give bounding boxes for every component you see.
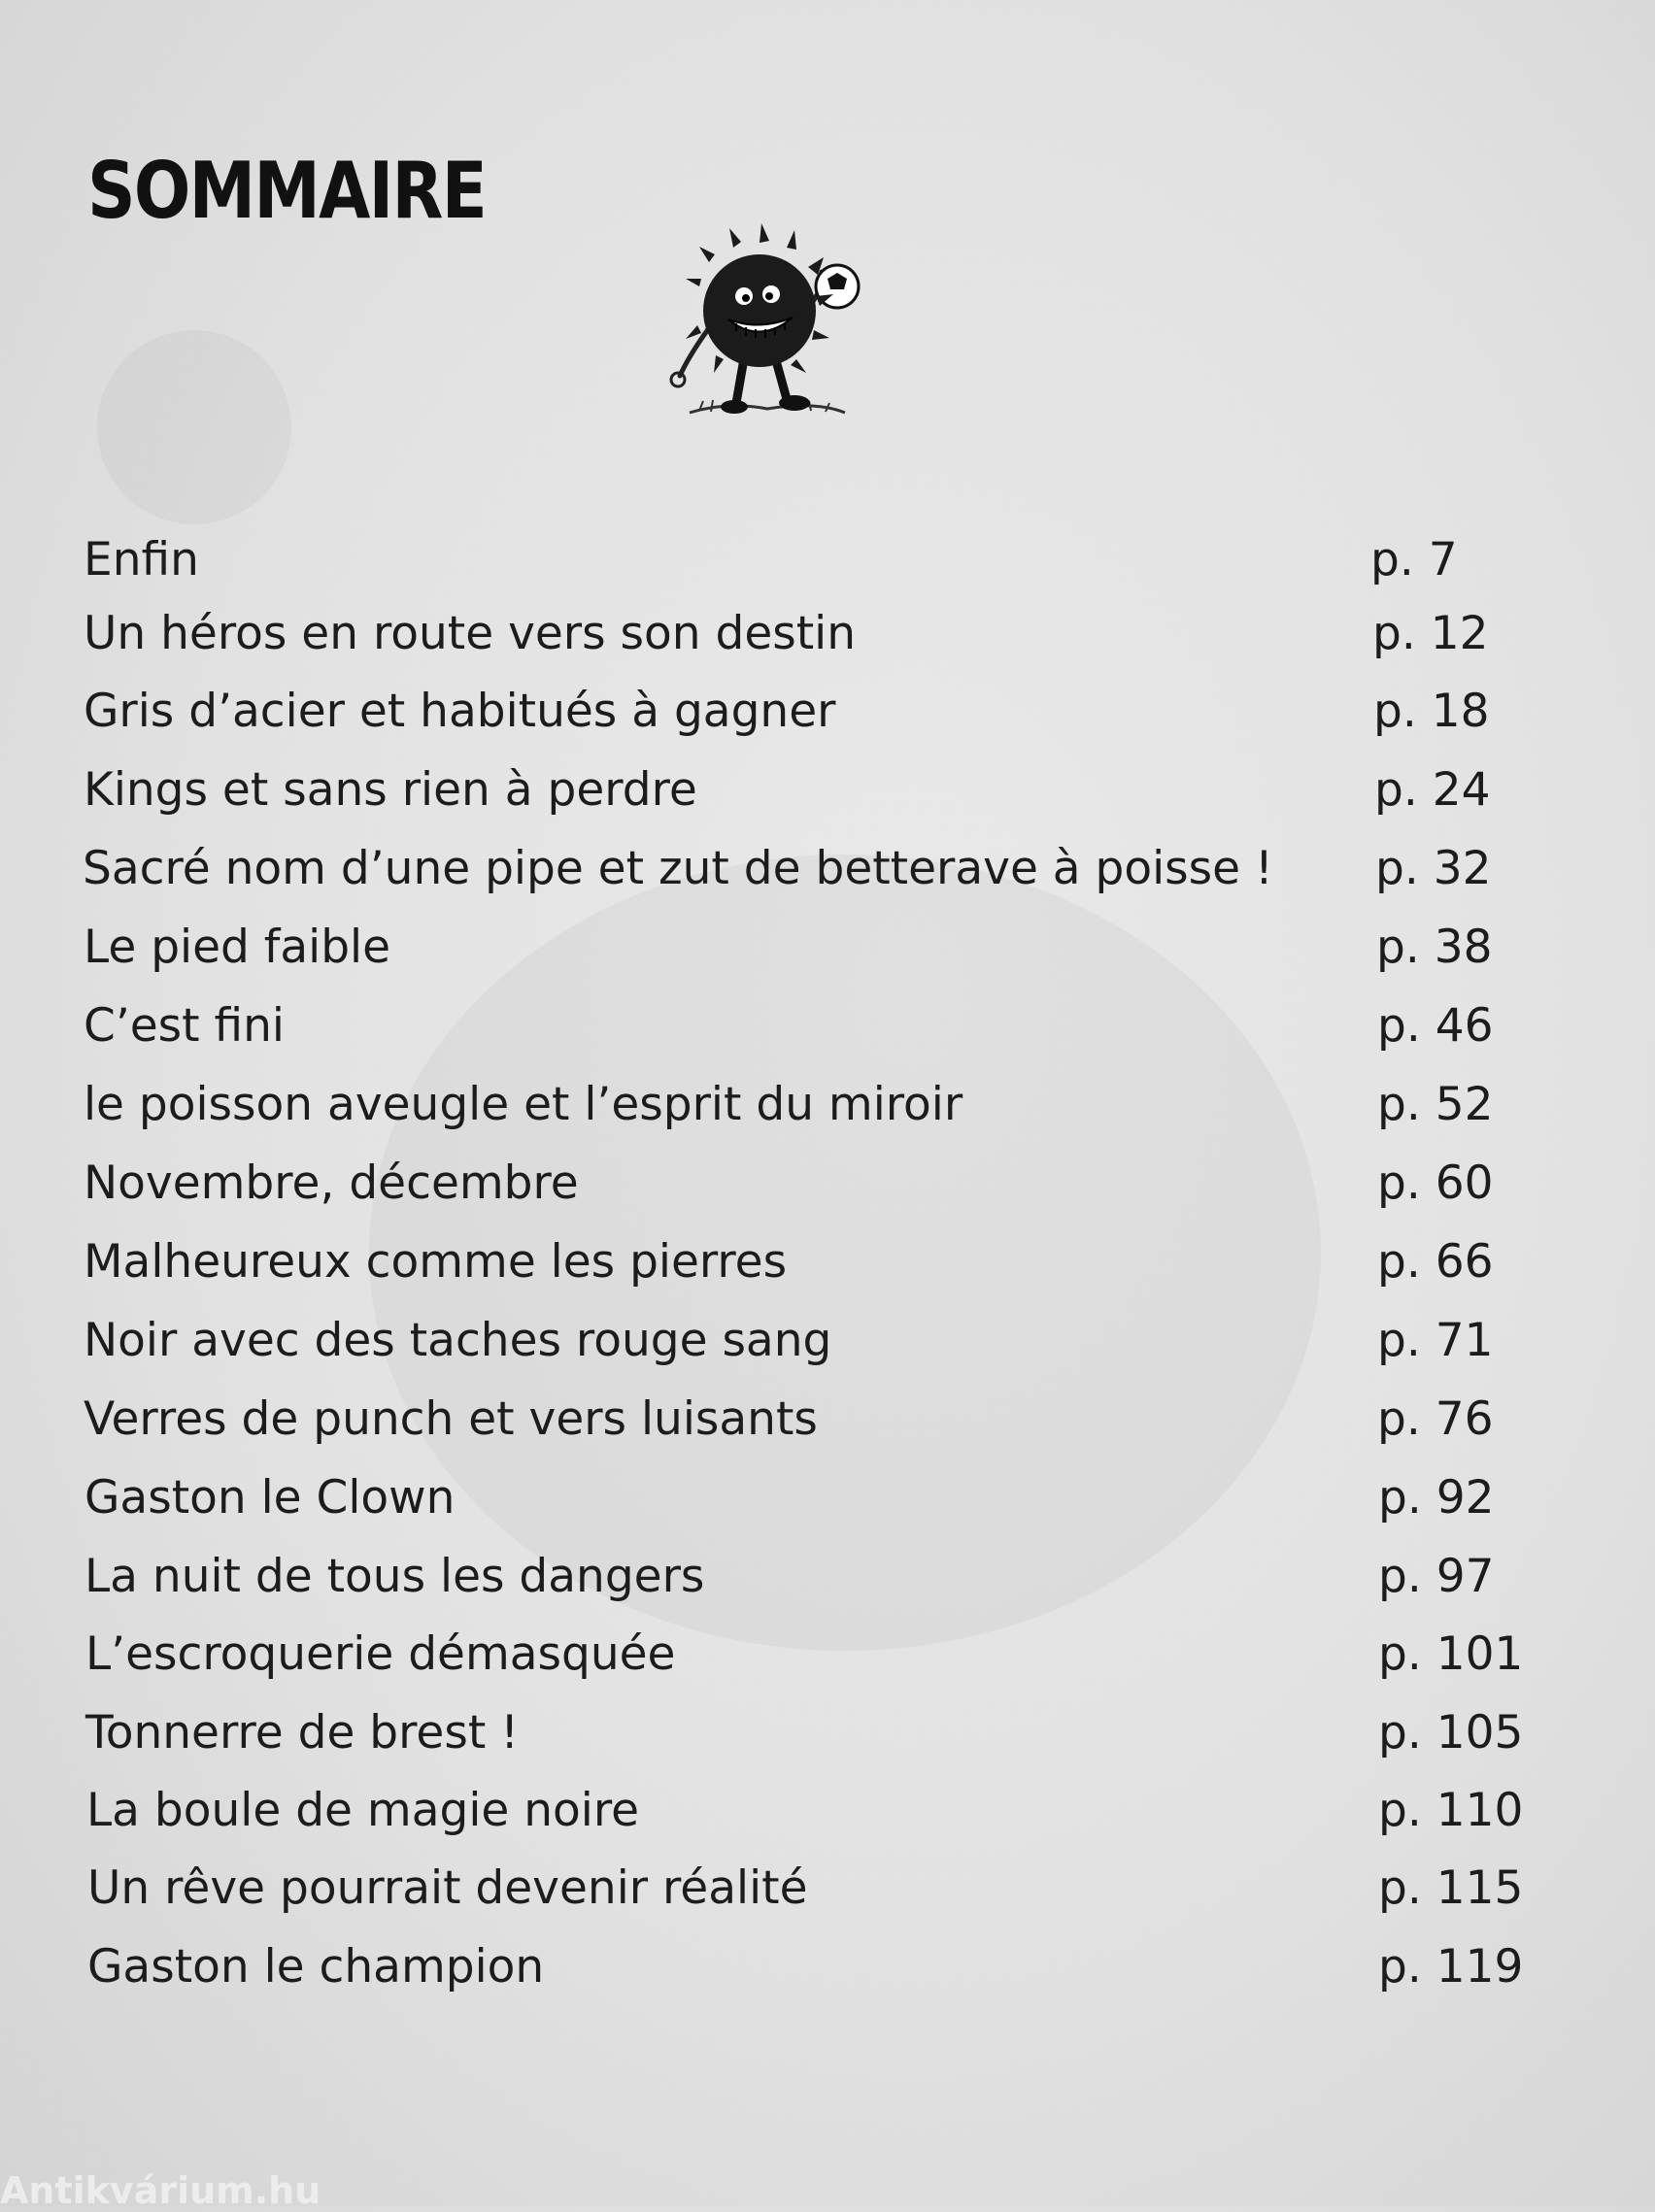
toc-entry-page: p. 46 bbox=[1377, 999, 1494, 1053]
toc-entry-title: Gaston le Clown bbox=[84, 1471, 456, 1525]
toc-entry-title: le poisson aveugle et l’esprit du miroir bbox=[84, 1078, 963, 1131]
toc-entry-page: p. 110 bbox=[1378, 1784, 1524, 1837]
toc-entry-title: La nuit de tous les dangers bbox=[84, 1550, 705, 1603]
toc-entry-title: Enfin bbox=[84, 533, 199, 587]
toc-entry-title: Malheureux comme les pierres bbox=[84, 1235, 788, 1289]
toc-entry-page: p. 38 bbox=[1376, 921, 1493, 974]
toc-entry-title: Sacré nom d’une pipe et zut de betterave à poisse ! bbox=[83, 842, 1273, 895]
toc-entry-title: Verres de punch et vers luisants bbox=[84, 1392, 818, 1446]
toc-entry-title: La boule de magie noire bbox=[86, 1784, 640, 1837]
toc-entry-page: p. 119 bbox=[1378, 1940, 1524, 1994]
toc-entry-title: Novembre, décembre bbox=[84, 1156, 579, 1210]
toc-entry-page: p. 76 bbox=[1377, 1392, 1494, 1446]
toc-entry-page: p. 105 bbox=[1378, 1706, 1524, 1760]
toc-entry-title: Gris d’acier et habitués à gagner bbox=[84, 685, 836, 738]
toc-entry-page: p. 24 bbox=[1374, 763, 1491, 817]
toc-entry-page: p. 12 bbox=[1372, 607, 1489, 660]
toc-entry-title: Un rêve pourrait devenir réalité bbox=[87, 1861, 808, 1915]
toc-entry-title: Gaston le champion bbox=[87, 1940, 545, 1994]
toc-entry-title: L’escroquerie démasquée bbox=[85, 1627, 676, 1681]
toc-entry-title: Un héros en route vers son destin bbox=[84, 607, 857, 660]
watermark-text: Antikvárium.hu bbox=[0, 2169, 321, 2212]
toc-entry-page: p. 66 bbox=[1377, 1235, 1494, 1289]
toc-entry-title: Noir avec des taches rouge sang bbox=[84, 1314, 832, 1367]
show-through-shape bbox=[97, 330, 291, 524]
monster-mascot-icon bbox=[651, 218, 884, 427]
toc-entry-page: p. 92 bbox=[1378, 1471, 1495, 1525]
toc-entry-page: p. 52 bbox=[1377, 1078, 1494, 1131]
toc-entry-page: p. 101 bbox=[1378, 1627, 1524, 1681]
toc-entry-page: p. 97 bbox=[1378, 1550, 1495, 1603]
toc-entry-title: Kings et sans rien à perdre bbox=[84, 763, 697, 817]
page-title: SOMMAIRE bbox=[87, 146, 487, 236]
toc-entry-page: p. 7 bbox=[1370, 533, 1458, 587]
toc-entry-page: p. 32 bbox=[1375, 842, 1492, 895]
toc-entry-page: p. 115 bbox=[1378, 1861, 1524, 1915]
toc-entry-title: C’est fini bbox=[84, 999, 285, 1053]
toc-entry-page: p. 18 bbox=[1373, 685, 1490, 738]
toc-entry-title: Le pied faible bbox=[84, 921, 391, 974]
toc-entry-page: p. 60 bbox=[1377, 1156, 1494, 1210]
toc-entry-page: p. 71 bbox=[1377, 1314, 1494, 1367]
toc-entry-title: Tonnerre de brest ! bbox=[85, 1706, 520, 1760]
